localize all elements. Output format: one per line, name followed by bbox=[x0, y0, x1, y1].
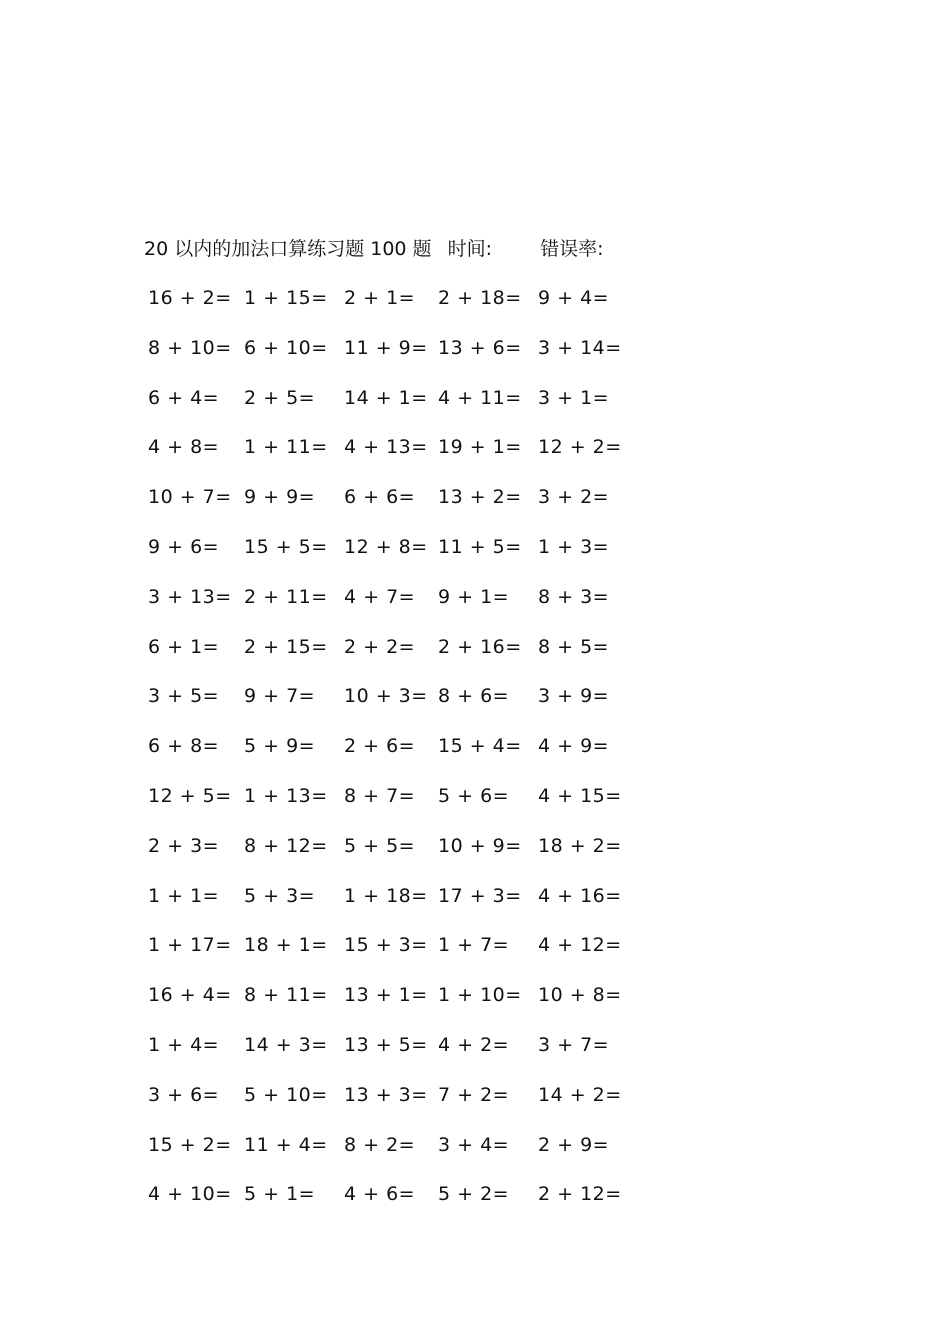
problem-item: 9 + 1= bbox=[438, 585, 510, 608]
problem-item: 10 + 8= bbox=[538, 984, 622, 1007]
problem-item: 12 + 5= bbox=[148, 784, 232, 807]
problem-item: 6 + 8= bbox=[148, 735, 220, 758]
problem-item: 1 + 13= bbox=[244, 784, 328, 807]
worksheet-title: 20 以内的加法口算练习题 100 题 bbox=[144, 238, 432, 260]
problem-item: 4 + 6= bbox=[344, 1183, 416, 1206]
problem-item: 4 + 9= bbox=[538, 735, 610, 758]
problem-item: 14 + 1= bbox=[344, 386, 428, 409]
problem-item: 1 + 11= bbox=[244, 436, 328, 459]
problem-item: 8 + 7= bbox=[344, 784, 416, 807]
problem-item: 5 + 9= bbox=[244, 735, 316, 758]
problem-item: 2 + 16= bbox=[438, 635, 522, 658]
problem-item: 2 + 9= bbox=[538, 1133, 610, 1156]
problem-item: 2 + 1= bbox=[344, 287, 416, 309]
problem-item: 13 + 2= bbox=[438, 486, 522, 509]
problem-item: 3 + 6= bbox=[148, 1083, 220, 1106]
problem-item: 12 + 2= bbox=[538, 436, 622, 459]
problem-item: 5 + 3= bbox=[244, 884, 316, 907]
problem-item: 16 + 4= bbox=[148, 984, 232, 1007]
problem-item: 12 + 8= bbox=[344, 535, 428, 558]
problem-item: 1 + 3= bbox=[538, 535, 610, 558]
problem-item: 1 + 1= bbox=[148, 884, 220, 907]
problem-item: 9 + 9= bbox=[244, 486, 316, 509]
problem-item: 2 + 5= bbox=[244, 386, 316, 409]
problem-item: 7 + 2= bbox=[438, 1083, 510, 1106]
problem-item: 16 + 2= bbox=[148, 287, 232, 309]
problem-item: 1 + 15= bbox=[244, 287, 328, 309]
problem-item: 4 + 2= bbox=[438, 1033, 510, 1056]
problem-item: 5 + 5= bbox=[344, 834, 416, 857]
problem-item: 15 + 5= bbox=[244, 535, 328, 558]
problem-item: 9 + 6= bbox=[148, 535, 220, 558]
problem-item: 18 + 2= bbox=[538, 834, 622, 857]
problem-item: 5 + 10= bbox=[244, 1083, 328, 1106]
problem-item: 2 + 18= bbox=[438, 287, 522, 309]
problem-item: 15 + 2= bbox=[148, 1133, 232, 1156]
problem-item: 13 + 6= bbox=[438, 336, 522, 359]
problem-item: 2 + 6= bbox=[344, 735, 416, 758]
problem-item: 1 + 4= bbox=[148, 1033, 220, 1056]
problem-item: 3 + 14= bbox=[538, 336, 622, 359]
problem-item: 14 + 2= bbox=[538, 1083, 622, 1106]
problem-item: 8 + 11= bbox=[244, 984, 328, 1007]
problem-item: 18 + 1= bbox=[244, 934, 328, 957]
problem-item: 13 + 1= bbox=[344, 984, 428, 1007]
problem-item: 8 + 5= bbox=[538, 635, 610, 658]
problem-item: 14 + 3= bbox=[244, 1033, 328, 1056]
problem-item: 15 + 4= bbox=[438, 735, 522, 758]
problem-item: 3 + 9= bbox=[538, 685, 610, 708]
time-label: 时间: bbox=[447, 238, 493, 260]
problem-item: 5 + 1= bbox=[244, 1183, 316, 1206]
problem-item: 11 + 4= bbox=[244, 1133, 328, 1156]
problem-item: 4 + 11= bbox=[438, 386, 522, 409]
problem-item: 10 + 9= bbox=[438, 834, 522, 857]
problem-item: 1 + 17= bbox=[148, 934, 232, 957]
problem-item: 4 + 10= bbox=[148, 1183, 232, 1206]
problem-item: 8 + 2= bbox=[344, 1133, 416, 1156]
problem-item: 10 + 3= bbox=[344, 685, 428, 708]
problem-item: 8 + 3= bbox=[538, 585, 610, 608]
problem-item: 15 + 3= bbox=[344, 934, 428, 957]
problem-item: 3 + 7= bbox=[538, 1033, 610, 1056]
problem-item: 4 + 8= bbox=[148, 436, 220, 459]
problem-item: 13 + 3= bbox=[344, 1083, 428, 1106]
problem-item: 4 + 15= bbox=[538, 784, 622, 807]
problem-item: 19 + 1= bbox=[438, 436, 522, 459]
problem-item: 6 + 10= bbox=[244, 336, 328, 359]
problem-item: 6 + 4= bbox=[148, 386, 220, 409]
problem-item: 2 + 11= bbox=[244, 585, 328, 608]
problem-item: 13 + 5= bbox=[344, 1033, 428, 1056]
problem-item: 8 + 10= bbox=[148, 336, 232, 359]
problem-item: 3 + 5= bbox=[148, 685, 220, 708]
problem-item: 2 + 15= bbox=[244, 635, 328, 658]
problem-item: 3 + 13= bbox=[148, 585, 232, 608]
problem-item: 10 + 7= bbox=[148, 486, 232, 509]
problem-item: 2 + 12= bbox=[538, 1183, 622, 1206]
problem-item: 5 + 2= bbox=[438, 1183, 510, 1206]
problem-item: 4 + 13= bbox=[344, 436, 428, 459]
problem-item: 8 + 12= bbox=[244, 834, 328, 857]
problem-item: 3 + 2= bbox=[538, 486, 610, 509]
problem-item: 3 + 1= bbox=[538, 386, 610, 409]
worksheet-header bbox=[144, 236, 603, 262]
problem-item: 11 + 5= bbox=[438, 535, 522, 558]
problem-item: 5 + 6= bbox=[438, 784, 510, 807]
problem-item: 4 + 16= bbox=[538, 884, 622, 907]
problem-item: 6 + 1= bbox=[148, 635, 220, 658]
problem-item: 11 + 9= bbox=[344, 336, 428, 359]
problem-item: 9 + 4= bbox=[538, 287, 610, 309]
problem-item: 2 + 2= bbox=[344, 635, 416, 658]
problem-item: 4 + 12= bbox=[538, 934, 622, 957]
problem-item: 4 + 7= bbox=[344, 585, 416, 608]
problem-item: 9 + 7= bbox=[244, 685, 316, 708]
problem-item: 6 + 6= bbox=[344, 486, 416, 509]
problem-item: 17 + 3= bbox=[438, 884, 522, 907]
problem-item: 1 + 10= bbox=[438, 984, 522, 1007]
problem-item: 1 + 7= bbox=[438, 934, 510, 957]
problem-item: 2 + 3= bbox=[148, 834, 220, 857]
problem-item: 8 + 6= bbox=[438, 685, 510, 708]
problem-item: 1 + 18= bbox=[344, 884, 428, 907]
problem-item: 3 + 4= bbox=[438, 1133, 510, 1156]
error-rate-label: 错误率: bbox=[540, 238, 604, 260]
